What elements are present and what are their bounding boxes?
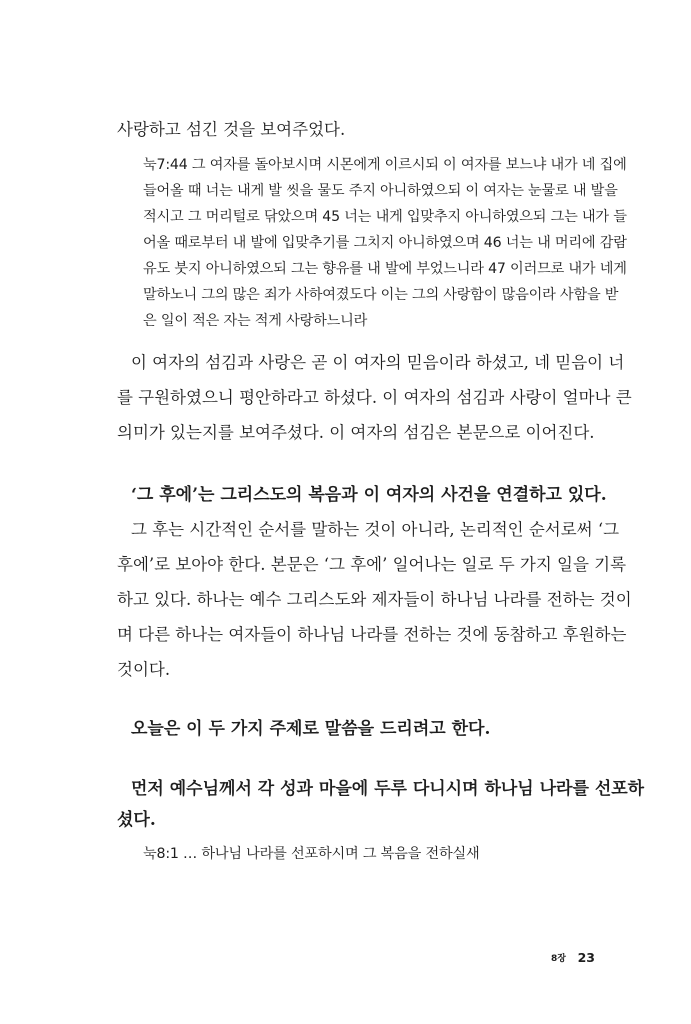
- heading-line: 먼저 예수님께서 각 성과 마을에 두루 다니시며 하나님 나라를 선포하: [131, 779, 645, 799]
- quote-line: 적시고 그 머리털로 닦았으며 45 너는 내게 입맞추지 아니하였으되 그는 내가 들: [143, 209, 627, 225]
- section-heading: ‘그 후에’는 그리스도의 복음과 이 여자의 사건을 연결하고 있다.: [131, 485, 607, 505]
- scripture-quote-luke-8-1: 눅8:1 … 하나님 나라를 선포하시며 그 복음을 전하실새: [143, 846, 480, 862]
- paragraph-line: 그 후는 시간적인 순서를 말하는 것이 아니라, 논리적인 순서로써 ‘그: [131, 520, 620, 539]
- section-heading: 오늘은 이 두 가지 주제로 말씀을 드리려고 한다.: [131, 719, 491, 739]
- page-number: 23: [577, 950, 595, 965]
- quote-line: 은 일이 적은 자는 적게 사랑하느니라: [143, 313, 368, 329]
- quote-line: 말하노니 그의 많은 죄가 사하여졌도다 이는 그의 사랑함이 많음이라 사함을 받: [143, 287, 619, 303]
- heading-line: 셨다.: [117, 810, 156, 830]
- paragraph-line: 며 다른 하나는 여자들이 하나님 나라를 전하는 것에 동참하고 후원하는: [117, 625, 627, 644]
- paragraph-line: 를 구원하였으니 평안하라고 하셨다. 이 여자의 섬김과 사랑이 얼마나 큰: [117, 388, 632, 407]
- paragraph-line: 하고 있다. 하나는 예수 그리스도와 제자들이 하나님 나라를 전하는 것이: [117, 590, 632, 609]
- paragraph-line: 이 여자의 섬김과 사랑은 곧 이 여자의 믿음이라 하셨고, 네 믿음이 너: [131, 353, 625, 372]
- intro-line: 사랑하고 섬긴 것을 보여주었다.: [117, 120, 346, 139]
- page-footer: [551, 947, 595, 966]
- quote-line: 들어올 때 너는 내게 발 씻을 물도 주지 아니하였으되 이 여자는 눈물로 내 발을: [143, 183, 618, 199]
- quote-line: 눅7:44 그 여자를 돌아보시며 시몬에게 이르시되 이 여자를 보느냐 내가 네 집에: [143, 157, 627, 173]
- paragraph-line: 의미가 있는지를 보여주셨다. 이 여자의 섬김은 본문으로 이어진다.: [117, 423, 595, 442]
- paragraph-line: 후에’로 보아야 한다. 본문은 ‘그 후에’ 일어나는 일로 두 가지 일을 기록: [117, 555, 627, 574]
- quote-line: 어올 때로부터 내 발에 입맞추기를 그치지 아니하였으며 46 너는 내 머리에 감람: [143, 235, 627, 251]
- paragraph-line: 것이다.: [117, 660, 171, 679]
- quote-line: 유도 붓지 아니하였으되 그는 향유를 내 발에 부었느니라 47 이러므로 내가 네게: [143, 261, 627, 277]
- chapter-label: 8장: [551, 954, 567, 964]
